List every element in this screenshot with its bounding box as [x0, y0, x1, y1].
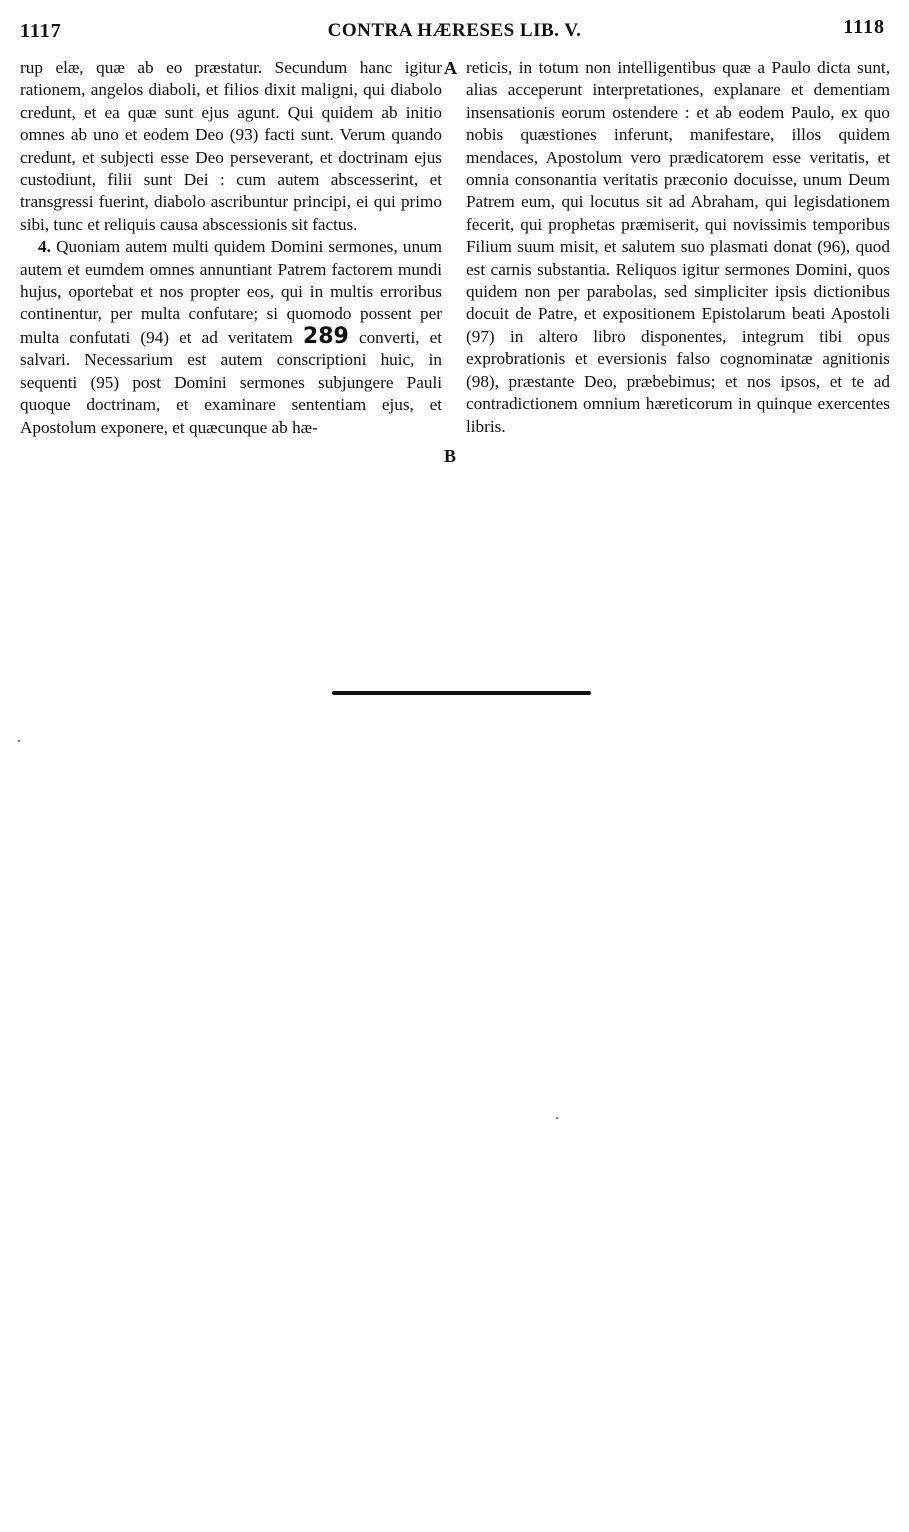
right-paragraph-1: reticis, in totum non intelligentibus quæ a Paulo dicta sunt, alias acceperunt interpretationes, explanare et dementiam insensationis eorum ostendere : et ab eodem Paulo, ex quo nobis quæstiones inferunt, manifestare, illos quidem mendaces, Apostolum vero prædicatorem esse veritatis, et omnia consonantia veritatis præconio docuisse, unum Deum Patrem eum, qui locutus sit ad Abraham, qui legisdationem fecerit, qui prophetas præmiserit, qui novissimis temporibus Filium suum misit, et salutem suo plasmati donat (96), quod est carnis substantia. Reliquos igitur sermones Domini, quos quidem non per parabolas, sed simpliciter ipsis dictionibus docuit de Patre, et expositionem Epistolarum beati Apostoli (97) in altero libro disponentes, integrum tibi opus exprobrationis et eversionis falso cognominatæ agnitionis (98), præstante Deo, præbebimus; et nos ipsos, et te ad contradictionem omnium hæreticorum in quinque exercentes libris. [466, 58, 890, 436]
page-number-right: 1118 [843, 16, 885, 38]
left-column [20, 57, 442, 439]
left-paragraph-2-part-1: Quoniam autem multi quidem Domini sermones, unum autem et eumdem omnes annuntiant Patrem factorem mundi hujus, oportebat et nos propter eos, qui in multis erroribus continentur, per multa confutare; si quomodo possent per multa confutati (94) et ad veritatem [20, 237, 442, 347]
section-number: 4. [38, 237, 51, 257]
inline-page-mark: 289 [302, 323, 349, 349]
page-header [20, 16, 889, 46]
scan-speck [18, 740, 20, 742]
margin-marker-a: A [444, 58, 457, 78]
running-title: CONTRA HÆRESES LIB. V. [327, 20, 582, 41]
margin-marker-b: B [444, 446, 457, 466]
right-column [466, 57, 890, 438]
left-paragraph-2 [20, 236, 442, 439]
end-rule [332, 691, 591, 695]
left-paragraph-2-part-2: converti, et salvari. Necessarium est autem conscriptioni huic, in sequenti (95) post Domini sermones subjungere Pauli quoque doctrinam, et examinare sententiam ejus, et Apostolum exponere, et quæcunque ab hæ- [20, 327, 443, 437]
left-paragraph-1: rup elæ, quæ ab eo præstatur. Secundum hanc igitur rationem, angelos diaboli, et filios dixit maligni, qui diabolo credunt, et ea quæ sunt ejus agunt. Qui quidem ab initio omnes ab uno et eodem Deo (93) facti sunt. Verum quando credunt, et subjecti esse Deo perseverant, et doctrinam ejus custodiunt, filii sunt Dei : cum autem abscesserint, et transgressi fuerint, diabolo ascribuntur principi, ei qui primo sibi, tunc et reliquis causa abscessionis sit factus. [20, 58, 442, 234]
scan-speck [556, 1117, 558, 1119]
page-number-left: 1117 [20, 20, 62, 42]
